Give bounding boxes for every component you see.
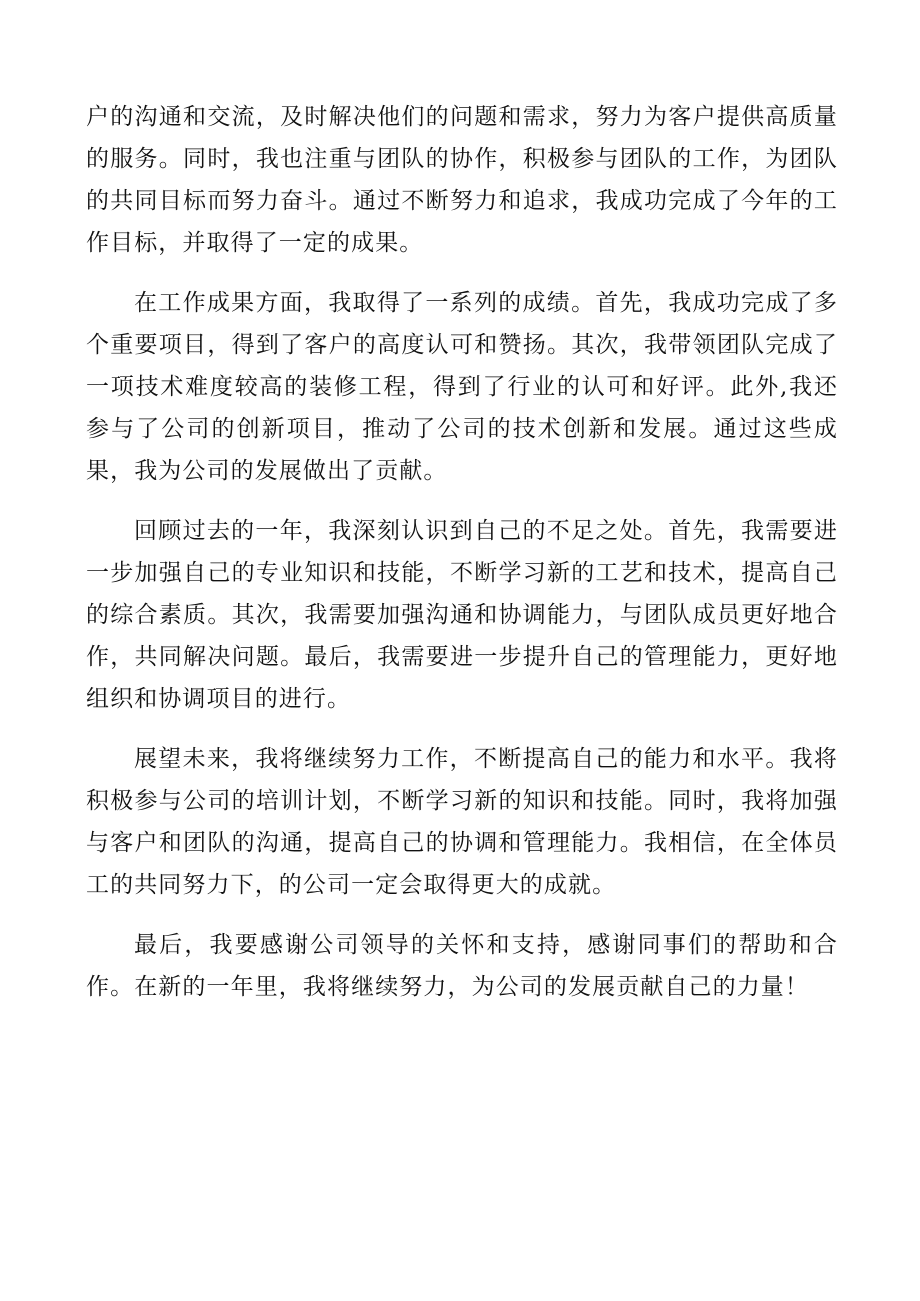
- paragraph-5: 最后，我要感谢公司领导的关怀和支持，感谢同事们的帮助和合作。在新的一年里，我将继续努力，为公司的发展贡献自己的力量！: [86, 932, 838, 1000]
- paragraph-1: 户的沟通和交流，及时解决他们的问题和需求，努力为客户提供高质量的服务。同时，我也注重与团队的协作，积极参与团队的工作，为团队的共同目标而努力奋斗。通过不断努力和追求，我成功完成了今年的工作目标，并取得了一定的成果。: [86, 104, 838, 256]
- paragraph-2: 在工作成果方面，我取得了一系列的成绩。首先，我成功完成了多个重要项目，得到了客户的高度认可和赞扬。其次，我带领团队完成了一项技术难度较高的装修工程，得到了行业的认可和好评。此外,我还参与了公司的创新项目，推动了公司的技术创新和发展。通过这些成果，我为公司的发展做出了贡献。: [86, 290, 838, 484]
- document-body: [86, 96, 838, 1026]
- paragraph-4: 展望未来，我将继续努力工作，不断提高自己的能力和水平。我将积极参与公司的培训计划，不断学习新的知识和技能。同时，我将加强与客户和团队的沟通，提高自己的协调和管理能力。我相信，在全体员工的共同努力下，的公司一定会取得更大的成就。: [86, 746, 838, 898]
- paragraph-3: 回顾过去的一年，我深刻认识到自己的不足之处。首先，我需要进一步加强自己的专业知识和技能，不断学习新的工艺和技术，提高自己的综合素质。其次，我需要加强沟通和协调能力，与团队成员更好地合作，共同解决问题。最后，我需要进一步提升自己的管理能力，更好地组织和协调项目的进行。: [86, 518, 838, 712]
